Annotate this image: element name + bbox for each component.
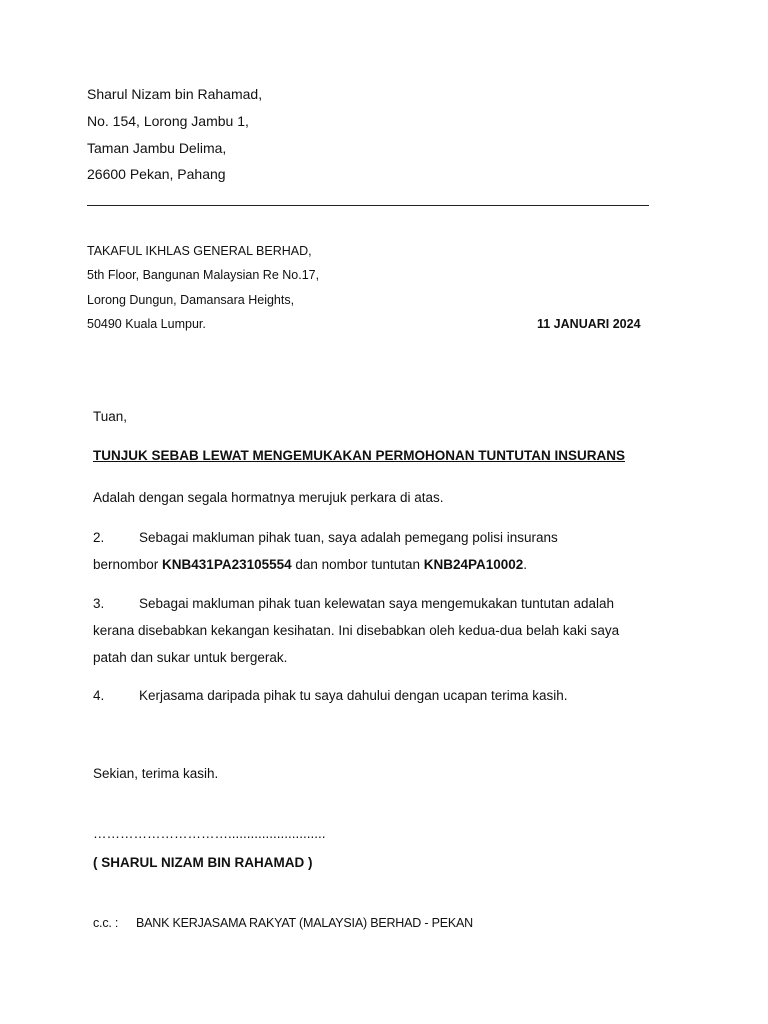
paragraph-2-line-1 [93,530,558,545]
recipient-address-line-3: 50490 Kuala Lumpur. [87,317,206,331]
paragraph-2-mid: dan nombor tuntutan [291,557,424,572]
paragraph-2-pre: bernombor [93,557,163,572]
paragraph-2-end: . [523,557,528,572]
sender-address-line-2: Taman Jambu Delima, [87,140,227,156]
carbon-copy [93,916,473,930]
recipient-address-line-2: Lorong Dungun, Damansara Heights, [87,293,295,307]
paragraph-3-number: 3. [93,596,105,611]
intro-paragraph: Adalah dengan segala hormatnya merujuk perkara di atas. [93,490,444,505]
paragraph-2-number: 2. [93,530,105,545]
sender-name: Sharul Nizam bin Rahamad, [87,86,263,102]
sender-address-line-1: No. 154, Lorong Jambu 1, [87,113,249,129]
header-divider [87,205,649,206]
letter-date: 11 JANUARI 2024 [537,317,641,331]
recipient-address-line-1: 5th Floor, Bangunan Malaysian Re No.17, [87,268,320,282]
letter-subject: TUNJUK SEBAB LEWAT MENGEMUKAKAN PERMOHONAN TUNTUTAN INSURANS [93,448,625,463]
paragraph-3-text-1: Sebagai makluman pihak tuan kelewatan saya mengemukakan tuntutan adalah [139,596,615,611]
closing-remark: Sekian, terima kasih. [93,766,219,781]
paragraph-2-line-2 [93,557,527,572]
cc-label: c.c. : [93,916,119,930]
cc-recipient: BANK KERJASAMA RAKYAT (MALAYSIA) BERHAD - PEKAN [136,916,473,930]
paragraph-4-line-1 [93,688,568,703]
policy-number: KNB431PA23105554 [162,557,292,572]
recipient-company: TAKAFUL IKHLAS GENERAL BERHAD, [87,244,312,258]
paragraph-3-line-3: patah dan sukar untuk bergerak. [93,650,288,665]
paragraph-4-number: 4. [93,688,105,703]
paragraph-2-text: Sebagai makluman pihak tuan, saya adalah pemegang polisi insurans [139,530,558,545]
claim-number: KNB24PA10002 [423,557,524,572]
paragraph-3-line-2: kerana disebabkan kekangan kesihatan. Ini disebabkan oleh kedua-dua belah kaki saya [93,623,620,638]
paragraph-3-line-1 [93,596,614,611]
signatory-name: ( SHARUL NIZAM BIN RAHAMAD ) [93,855,313,870]
salutation: Tuan, [93,409,128,424]
sender-address-line-3: 26600 Pekan, Pahang [87,166,226,182]
signature-line: ………………………….......................... [93,826,326,841]
paragraph-4-text: Kerjasama daripada pihak tu saya dahului dengan ucapan terima kasih. [139,688,568,703]
